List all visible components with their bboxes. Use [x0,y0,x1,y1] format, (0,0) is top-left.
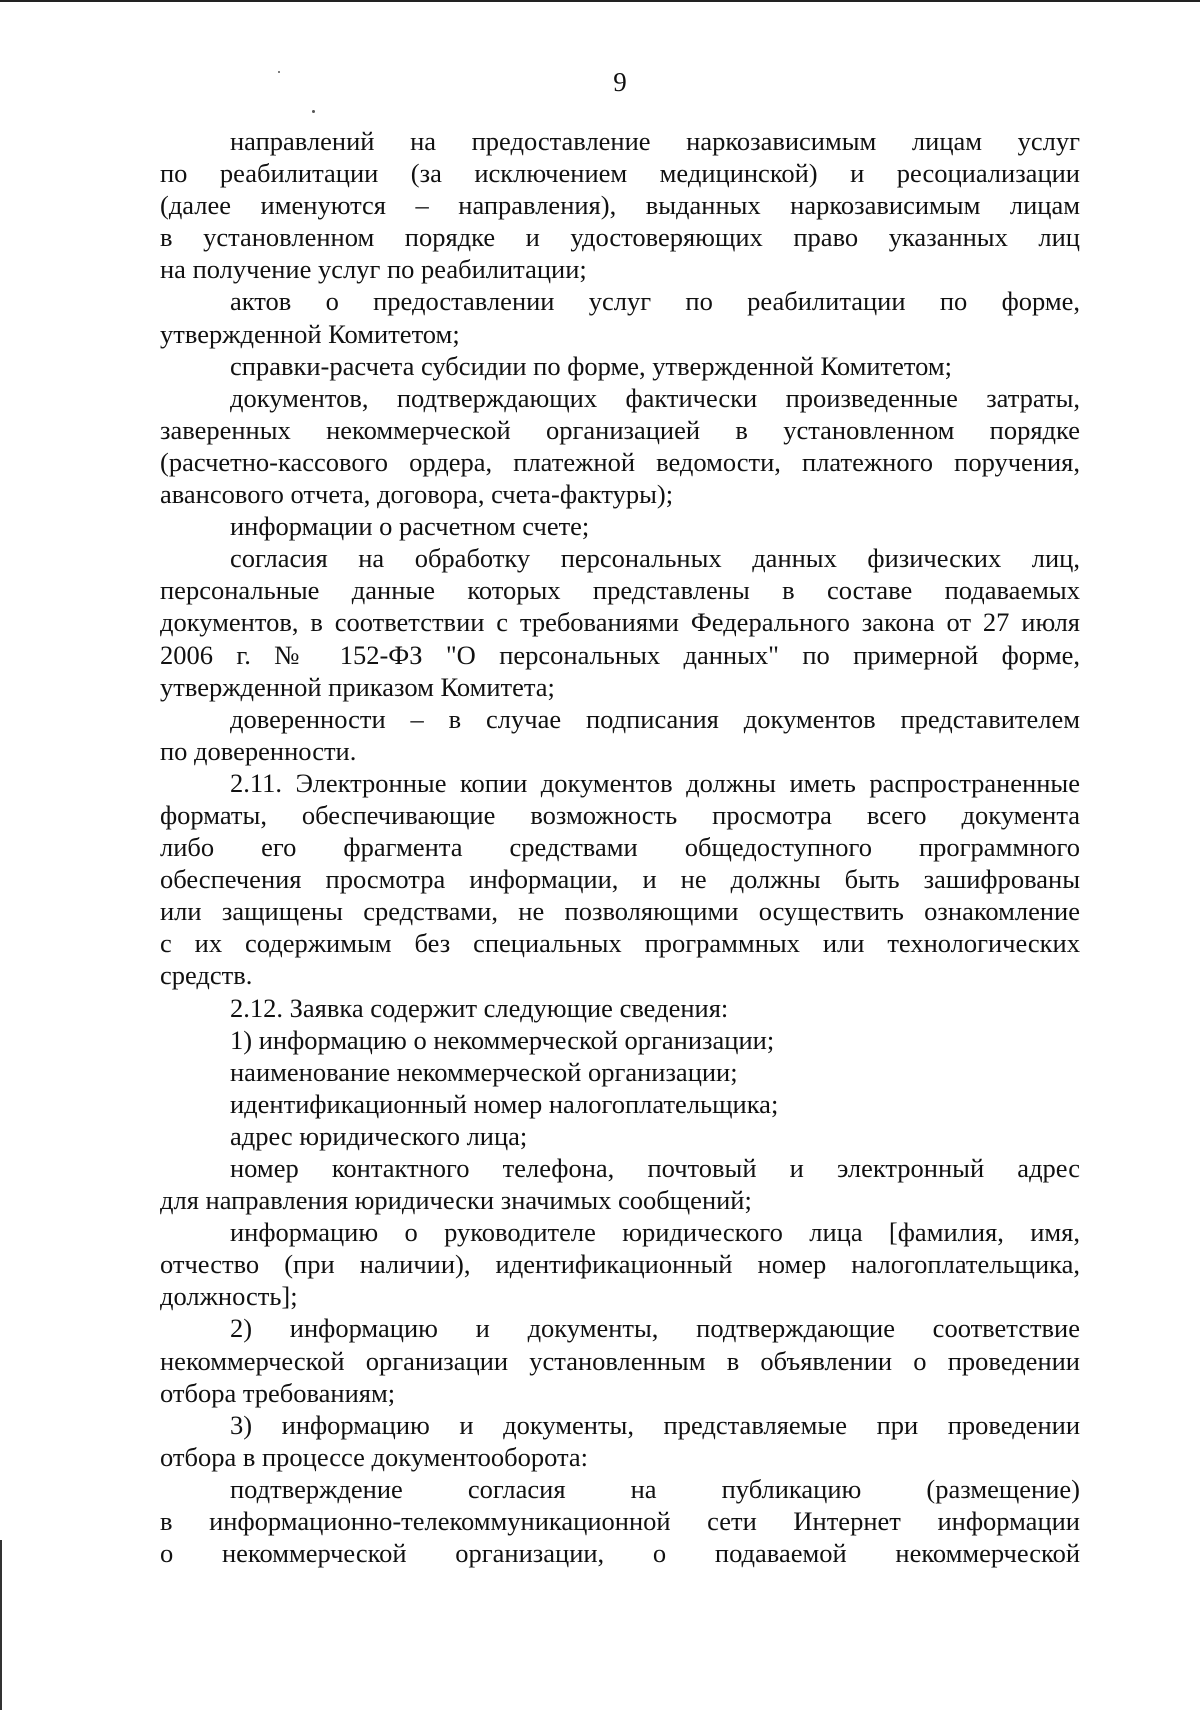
text-line: по доверенности. [160,735,357,766]
text-line: 2.12. Заявка содержит следующие сведения: [230,992,729,1023]
document-body [160,125,1080,1569]
scan-top-edge [0,0,1200,2]
text-line: персональные данные которых представлены в составе подаваемых [160,575,1080,606]
text-line: или защищены средствами, не позволяющими осуществить ознакомление [160,896,1080,927]
text-line: согласия на обработку персональных данных физических лиц, [230,543,1080,574]
text-line: либо его фрагмента средствами общедоступного программного [160,832,1080,863]
text-line: 3) информацию и документы, представляемые при проведении [230,1409,1080,1440]
text-line: по реабилитации (за исключением медицинской) и ресоциализации [160,158,1080,189]
text-line: утвержденной приказом Комитета; [160,671,555,702]
text-line: подтверждение согласия на публикацию (размещение) [230,1473,1080,1504]
text-line: доверенности – в случае подписания документов представителем [230,703,1080,734]
page-number: 9 [613,67,627,97]
text-line: заверенных некоммерческой организацией в установленном порядке [160,414,1080,445]
text-line: с их содержимым без специальных программных или технологических [160,928,1080,959]
text-line: средств. [160,960,253,991]
text-line: 2006 г. № 152-ФЗ "О персональных данных" по примерной форме, [160,639,1080,670]
scan-speck [312,110,315,113]
text-line: информацию о руководителе юридического лица [фамилия, имя, [230,1217,1080,1248]
text-line: документов, в соответствии с требованиями Федерального закона от 27 июля [160,607,1080,638]
text-line: о некоммерческой организации, о подаваемой некоммерческой [160,1538,1080,1569]
text-line: отчество (при наличии), идентификационный номер налогоплательщика, [160,1249,1080,1280]
text-line: форматы, обеспечивающие возможность просмотра всего документа [160,799,1080,830]
text-line: на получение услуг по реабилитации; [160,254,587,285]
text-line: идентификационный номер налогоплательщика; [230,1088,779,1119]
text-line: адрес юридического лица; [230,1120,528,1151]
text-line: (далее именуются – направления), выданных наркозависимым лицам [160,190,1080,221]
text-line: информации о расчетном счете; [230,511,590,542]
text-line: (расчетно-кассового ордера, платежной ведомости, платежного поручения, [160,446,1080,477]
text-line: в информационно-телекоммуникационной сети Интернет информации [160,1506,1080,1537]
text-line: номер контактного телефона, почтовый и электронный адрес [230,1153,1080,1183]
text-line: 1) информацию о некоммерческой организации; [230,1024,775,1055]
text-line: в установленном порядке и удостоверяющих право указанных лиц [160,222,1080,253]
text-line: 2.11. Электронные копии документов должны иметь распространенные [230,767,1080,798]
text-line: должность]; [160,1281,298,1312]
scan-left-edge [0,1540,2,1710]
text-line: авансового отчета, договора, счета-фактуры); [160,479,674,510]
text-line: направлений на предоставление наркозависимым лицам услуг [230,126,1080,156]
text-line: для направления юридически значимых сообщений; [160,1185,752,1216]
text-line: обеспечения просмотра информации, и не должны быть зашифрованы [160,864,1080,895]
text-line: отбора в процессе документооборота: [160,1441,588,1472]
text-line: документов, подтверждающих фактически произведенные затраты, [230,382,1080,413]
text-line: справки-расчета субсидии по форме, утвержденной Комитетом; [230,350,952,381]
text-line: некоммерческой организации установленным в объявлении о проведении [160,1345,1080,1376]
text-line: 2) информацию и документы, подтверждающие соответствие [230,1313,1080,1344]
text-line: утвержденной Комитетом; [160,318,460,349]
text-line: наименование некоммерческой организации; [230,1056,738,1087]
text-line: актов о предоставлении услуг по реабилитации по форме, [230,286,1080,317]
text-line: отбора требованиям; [160,1377,396,1408]
